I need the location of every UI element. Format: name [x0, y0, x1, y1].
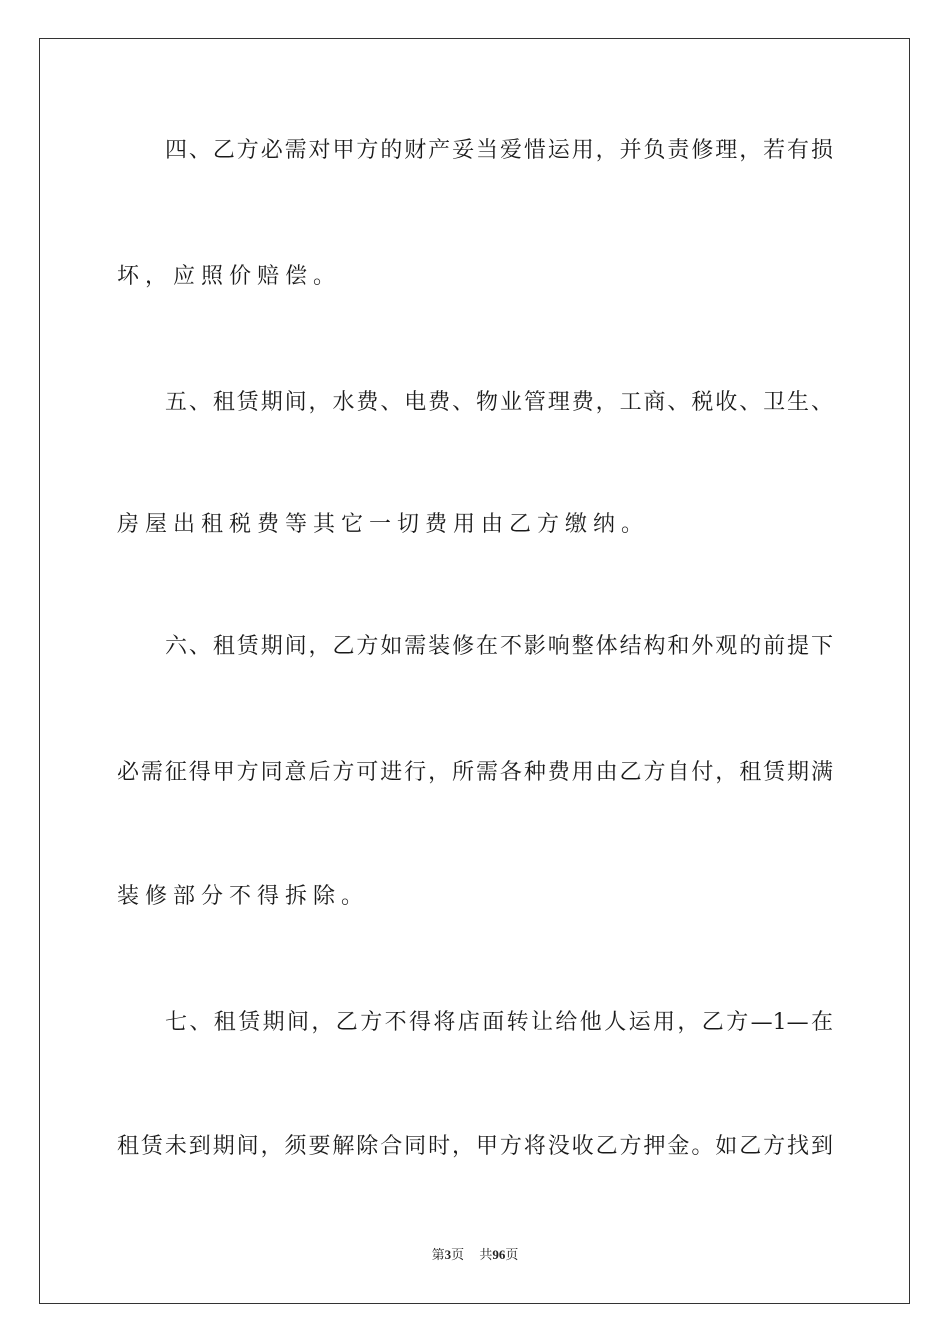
page-footer [0, 1244, 950, 1263]
page-total: 共96页 [479, 1247, 519, 1262]
paragraph-6-line-1: 六、租赁期间，乙方如需装修在不影响整体结构和外观的前提下 [165, 634, 833, 659]
paragraph-5-line-1: 五、租赁期间，水费、电费、物业管理费，工商、税收、卫生、 [165, 390, 833, 415]
paragraph-5-line-2: 房屋出租税费等其它一切费用由乙方缴纳。 [117, 512, 650, 537]
page-frame [39, 38, 910, 1304]
paragraph-6-line-3: 装修部分不得拆除。 [117, 884, 370, 909]
paragraph-4-line-2: 坏，应照价赔偿。 [117, 264, 342, 289]
page-number: 第3页 [431, 1247, 465, 1262]
paragraph-6-line-2: 必需征得甲方同意后方可进行，所需各种费用由乙方自付，租赁期满 [117, 760, 833, 785]
paragraph-4-line-1: 四、乙方必需对甲方的财产妥当爱惜运用，并负责修理，若有损 [165, 138, 833, 163]
paragraph-7-line-2: 租赁未到期间，须要解除合同时，甲方将没收乙方押金。如乙方找到 [117, 1134, 833, 1159]
paragraph-7-line-1: 七、租赁期间，乙方不得将店面转让给他人运用，乙方—1—在 [165, 1010, 833, 1035]
